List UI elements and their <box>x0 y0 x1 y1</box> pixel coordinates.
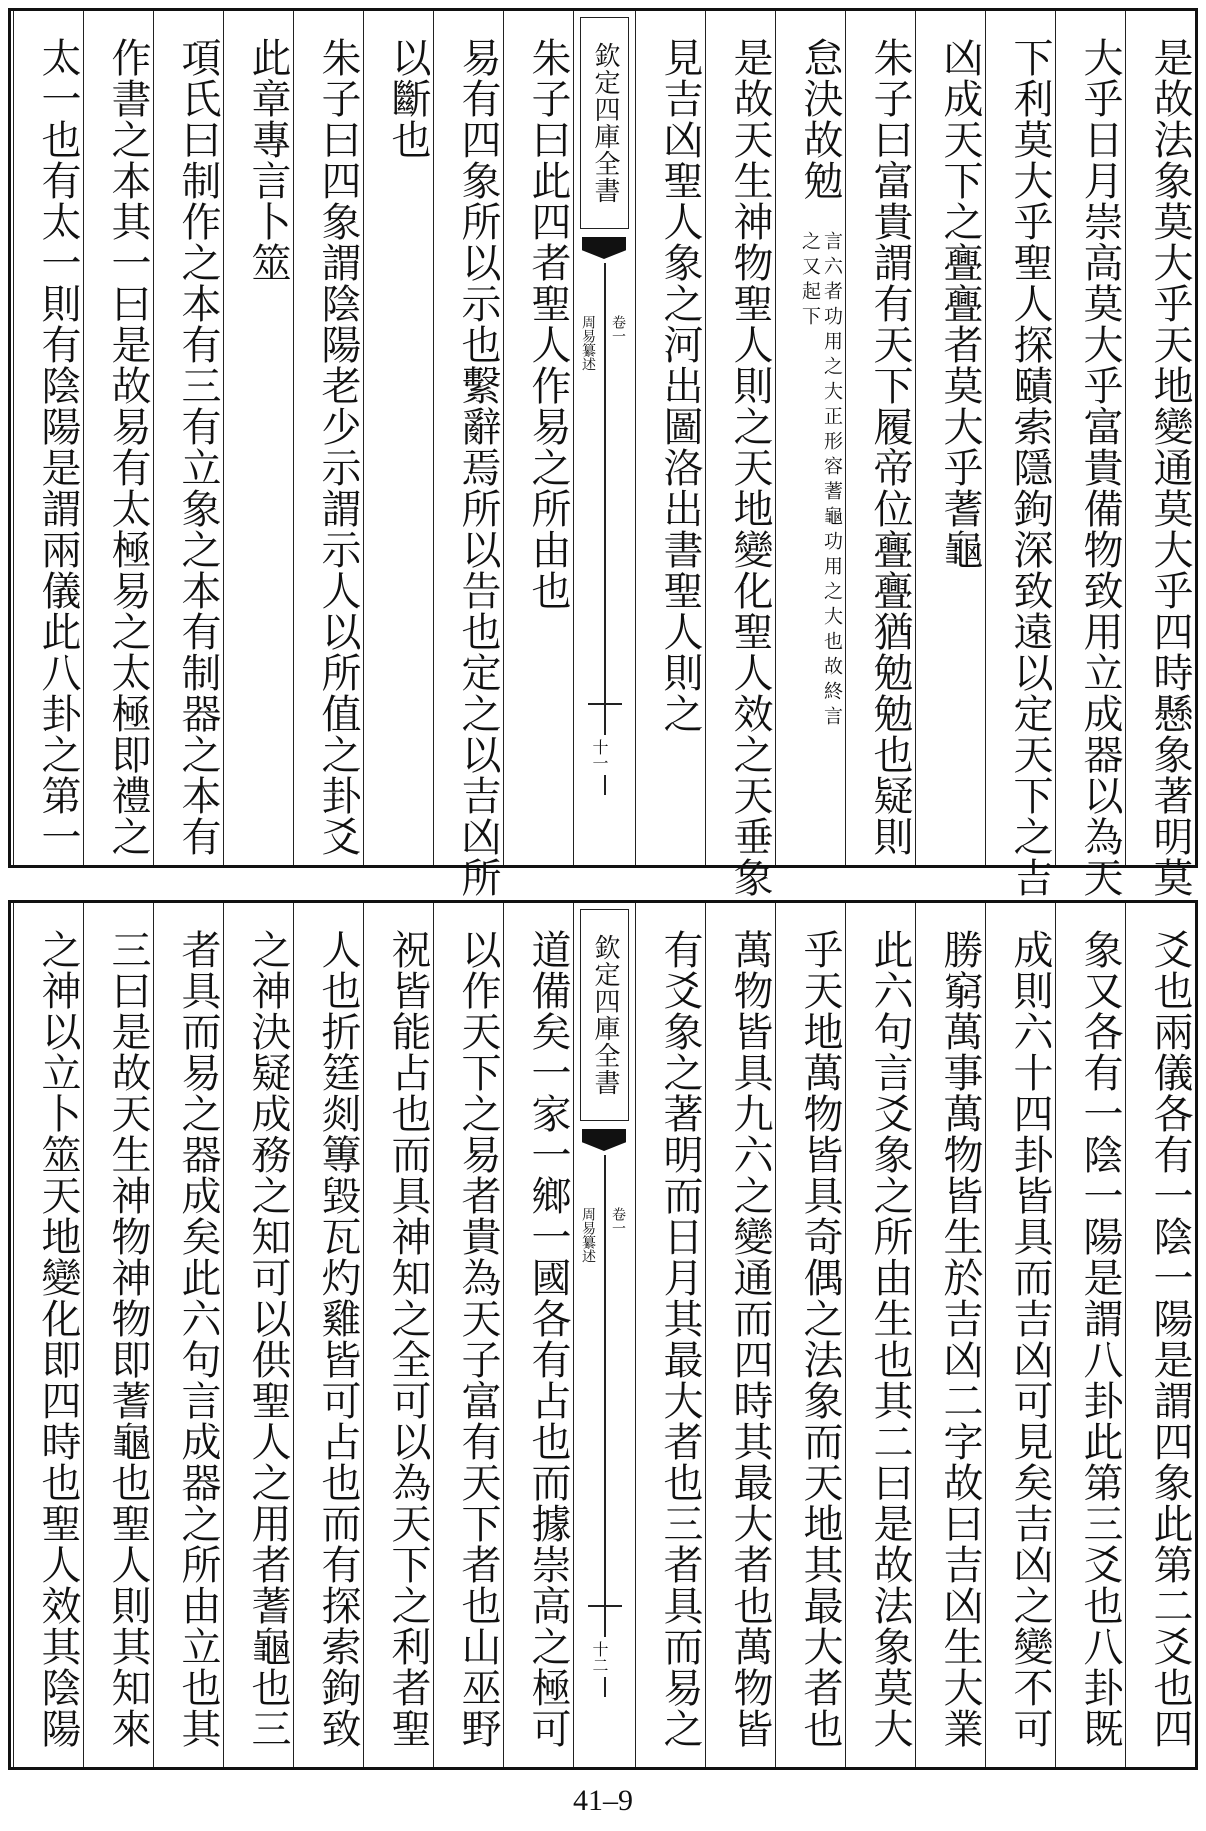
text-column <box>223 11 293 865</box>
center-fold <box>573 903 635 1767</box>
upper-page <box>8 8 1198 898</box>
column-text: 朱子曰四象謂陰陽老少示謂示人以所值之卦爻 <box>315 37 361 857</box>
text-column <box>293 903 363 1767</box>
column-text: 三曰是故天生神物神物即蓍龜也聖人則其知來 <box>105 929 151 1749</box>
center-fold <box>573 11 635 865</box>
book-title: 周易纂述 <box>580 311 596 375</box>
column-text: 下利莫大乎聖人探賾索隱鉤深致遠以定天下之吉 <box>1007 37 1053 898</box>
text-column <box>915 11 985 865</box>
column-text: 易有四象所以示也繫辭焉所以告也定之以吉凶所 <box>455 37 501 898</box>
folio-number: 十一 <box>588 735 611 775</box>
text-column <box>1125 903 1195 1767</box>
page-number: 41–9 <box>573 1784 633 1817</box>
text-column <box>705 11 775 898</box>
column-text: 成則六十四卦皆具而吉凶可見矣吉凶之變不可 <box>1007 929 1053 1749</box>
fold-tick <box>588 703 622 705</box>
column-text: 見吉凶聖人象之河出圖洛出書聖人則之 <box>657 37 703 734</box>
text-column <box>635 11 705 865</box>
column-text: 作書之本其一曰是故易有太極易之太極即禮之 <box>105 37 151 857</box>
column-text: 此章專言卜筮 <box>245 37 291 283</box>
text-column <box>915 903 985 1767</box>
text-column <box>13 11 83 865</box>
column-text: 怠決故勉 <box>797 37 843 201</box>
fishtail-mark <box>582 1129 626 1151</box>
text-column <box>775 11 845 865</box>
text-column <box>433 11 503 898</box>
text-column <box>985 903 1055 1767</box>
column-text: 朱子曰此四者聖人作易之所由也 <box>525 37 571 611</box>
text-column <box>503 903 573 1767</box>
column-text: 是故天生神物聖人則之天地變化聖人效之天垂象 <box>727 37 773 898</box>
column-text: 祝皆能占也而具神知之全可以為天下之利者聖 <box>385 929 431 1749</box>
text-column <box>775 903 845 1767</box>
column-text: 此六句言爻象之所由生也其二曰是故法象莫大 <box>867 929 913 1749</box>
fold-line <box>604 263 606 795</box>
text-column <box>635 903 705 1767</box>
collection-title: 欽定四庫全書 <box>580 909 629 1121</box>
text-column <box>845 903 915 1767</box>
column-text: 人也折筳剡篿毀瓦灼雞皆可占也而有探索鉤致 <box>315 929 361 1749</box>
text-column <box>13 903 83 1767</box>
book-title: 周易纂述 <box>580 1203 596 1267</box>
column-text: 勝窮萬事萬物皆生於吉凶二字故曰吉凶生大業 <box>937 929 983 1749</box>
column-text: 項氏曰制作之本有三有立象之本有制器之本有 <box>175 37 221 857</box>
text-column <box>153 11 223 865</box>
column-text: 者具而易之器成矣此六句言成器之所由立也其 <box>175 929 221 1749</box>
text-column <box>1125 11 1195 898</box>
column-text: 朱子曰富貴謂有天下履帝位亹亹猶勉勉也疑則 <box>867 37 913 857</box>
column-text: 道備矣一家一鄉一國各有占也而據崇高之極可 <box>525 929 571 1749</box>
text-column <box>705 903 775 1767</box>
text-column <box>83 903 153 1767</box>
text-column <box>363 11 433 865</box>
text-column <box>433 903 503 1767</box>
folio-number: 十二 <box>588 1637 611 1677</box>
column-text: 是故法象莫大乎天地變通莫大乎四時懸象著明莫 <box>1147 37 1193 898</box>
column-text: 凶成天下之亹亹者莫大乎蓍龜 <box>937 37 983 570</box>
column-text: 乎天地萬物皆具奇偶之法象而天地其最大者也 <box>797 929 843 1749</box>
fishtail-mark <box>582 237 626 259</box>
text-column <box>293 11 363 865</box>
column-text: 萬物皆具九六之變通而四時其最大者也萬物皆 <box>727 929 773 1749</box>
text-column <box>1055 903 1125 1767</box>
collection-title: 欽定四庫全書 <box>580 17 629 229</box>
fold-line <box>604 1155 606 1697</box>
text-column <box>503 11 573 865</box>
text-column <box>83 11 153 865</box>
text-column <box>223 903 293 1767</box>
column-text: 之神以立卜筮天地變化即四時也聖人效其陰陽 <box>35 929 81 1749</box>
column-text: 爻也兩儀各有一陰一陽是謂四象此第二爻也四 <box>1147 929 1193 1749</box>
lower-page <box>8 900 1198 1770</box>
column-text: 以作天下之易者貴為天子富有天下者也山巫野 <box>455 929 501 1749</box>
column-text: 太一也有太一則有陰陽是謂兩儀此八卦之第一 <box>35 37 81 857</box>
column-text: 大乎日月崇高莫大乎富貴備物致用立成器以為天 <box>1077 37 1123 898</box>
text-column <box>845 11 915 865</box>
column-text: 以斷也 <box>385 37 431 160</box>
interlinear-note: 言六者功用之大正形容蓍龜功用之大也故終言之又起下 <box>799 231 843 731</box>
text-column <box>985 11 1055 898</box>
column-text: 有爻象之著明而日月其最大者也三者具而易之 <box>657 929 703 1749</box>
fold-tick <box>588 1605 622 1607</box>
column-text: 象又各有一陰一陽是謂八卦此第三爻也八卦既 <box>1077 929 1123 1749</box>
column-text: 之神決疑成務之知可以供聖人之用者蓍龜也三 <box>245 929 291 1749</box>
volume-label: 卷一 <box>610 311 626 347</box>
text-column <box>363 903 433 1767</box>
volume-label: 卷一 <box>610 1203 626 1239</box>
text-column <box>153 903 223 1767</box>
text-column <box>1055 11 1125 898</box>
